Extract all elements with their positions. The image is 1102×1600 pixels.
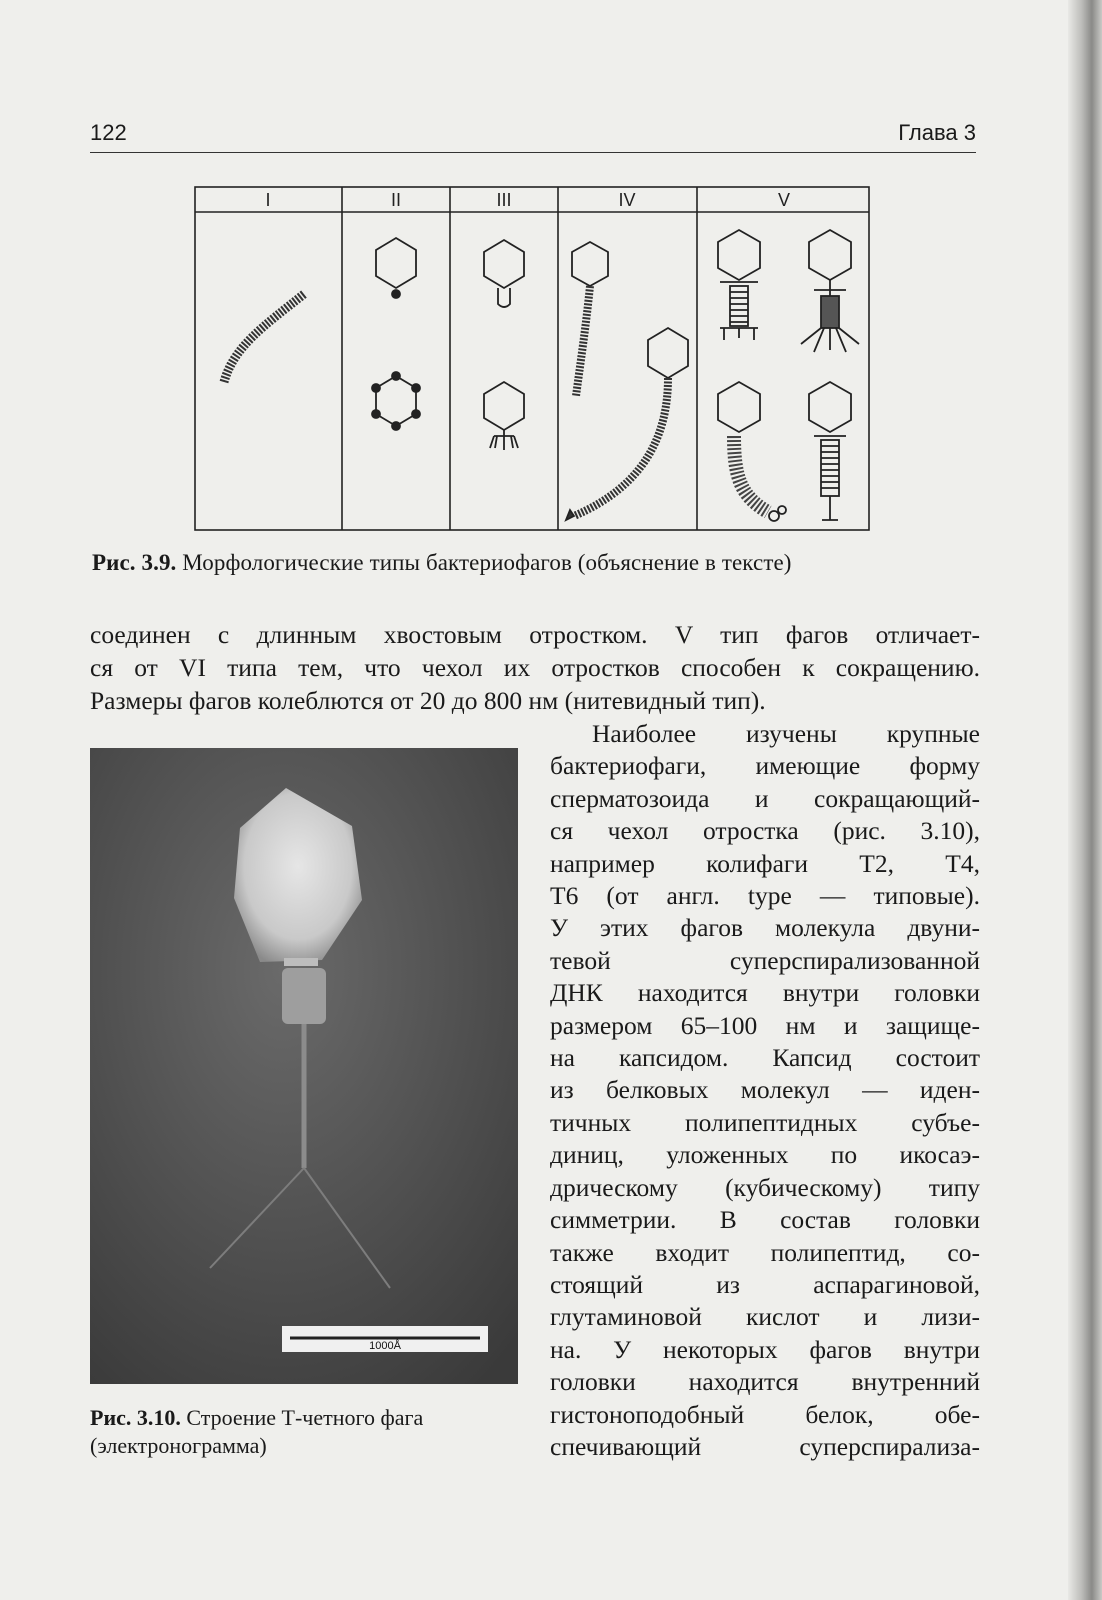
col-header-5: V	[777, 190, 791, 210]
filamentous-phage	[224, 294, 304, 382]
type-iii-phages	[484, 240, 524, 450]
text-line: У этих фагов молекула двуни-	[550, 913, 980, 943]
caption-label: Рис. 3.9.	[92, 550, 177, 575]
page-number: 122	[90, 120, 127, 145]
caption-text: Морфологические типы бактериофагов (объяснение в тексте)	[176, 550, 792, 575]
caption-label: Рис. 3.10.	[90, 1405, 181, 1430]
text-line: соединен с длинным хвостовым отростком. V тип фагов отличает-	[90, 620, 980, 649]
figure-3-9	[194, 186, 870, 532]
text-line: Размеры фагов колеблются от 20 до 800 нм (нитевидный тип).	[90, 686, 766, 715]
text-line: на. У некоторых фагов внутри	[550, 1334, 980, 1364]
text-line: бактериофаги, имеющие форму	[550, 751, 980, 781]
page-binding-shadow	[1068, 0, 1102, 1600]
text-line: из белковых молекул — иден-	[550, 1075, 980, 1105]
running-header	[90, 116, 976, 153]
text-line: Наиболее изучены крупные	[592, 719, 980, 748]
text-line: ся чехол отростка (рис. 3.10),	[550, 816, 980, 846]
text-line: Т6 (от англ. type — типовые).	[550, 881, 980, 911]
col-header-2: II	[390, 190, 402, 210]
text-line: ДНК находится внутри головки	[550, 978, 980, 1008]
text-line: например колифаги Т2, Т4,	[550, 848, 980, 878]
text-line: тичных полипептидных субъе-	[550, 1107, 980, 1137]
text-line: размером 65–100 нм и защище-	[550, 1010, 980, 1040]
type-iv-phages	[566, 242, 688, 520]
text-line: ся от VI типа тем, что чехол их отростков способен к сокращению.	[90, 653, 980, 682]
text-line: головки находится внутренний	[550, 1367, 980, 1397]
electron-micrograph-photo	[90, 748, 518, 1384]
text-line: тевой суперспирализованной	[550, 945, 980, 975]
table-frame	[195, 187, 869, 530]
text-line: сперматозоида и сокращающий-	[550, 783, 980, 813]
phage-collar	[284, 958, 318, 966]
paragraph-1	[90, 618, 980, 717]
figure-3-9-caption	[92, 550, 982, 576]
text-line: на капсидом. Капсид состоит	[550, 1043, 980, 1073]
type-v-phages	[718, 230, 859, 521]
paragraph-2	[550, 718, 980, 1463]
chapter-title: Глава 3	[898, 120, 976, 145]
text-line: дрическому (кубическому) типу	[550, 1172, 980, 1202]
scale-bar-label: 1000Å	[369, 1340, 401, 1352]
type-ii-phages	[372, 238, 420, 430]
caption-text: Строение Т-четного фага (электронограмма)	[90, 1405, 424, 1458]
text-line: стоящий из аспарагиновой,	[550, 1269, 980, 1299]
text-line: спечивающий суперспирализа-	[550, 1431, 980, 1461]
col-header-4: IV	[618, 190, 636, 210]
phage-sheath	[282, 968, 326, 1024]
col-header-3: III	[496, 190, 512, 210]
col-header-1: I	[265, 190, 271, 210]
text-line: гистоноподобный белок, обе-	[550, 1399, 980, 1429]
text-line: также входит полипептид, со-	[550, 1237, 980, 1267]
text-line: симметрии. В состав головки	[550, 1205, 980, 1235]
text-line: глутаминовой кислот и лизи-	[550, 1302, 980, 1332]
figure-3-10-caption	[90, 1404, 530, 1460]
text-line: диниц, уложенных по икосаэ-	[550, 1140, 980, 1170]
